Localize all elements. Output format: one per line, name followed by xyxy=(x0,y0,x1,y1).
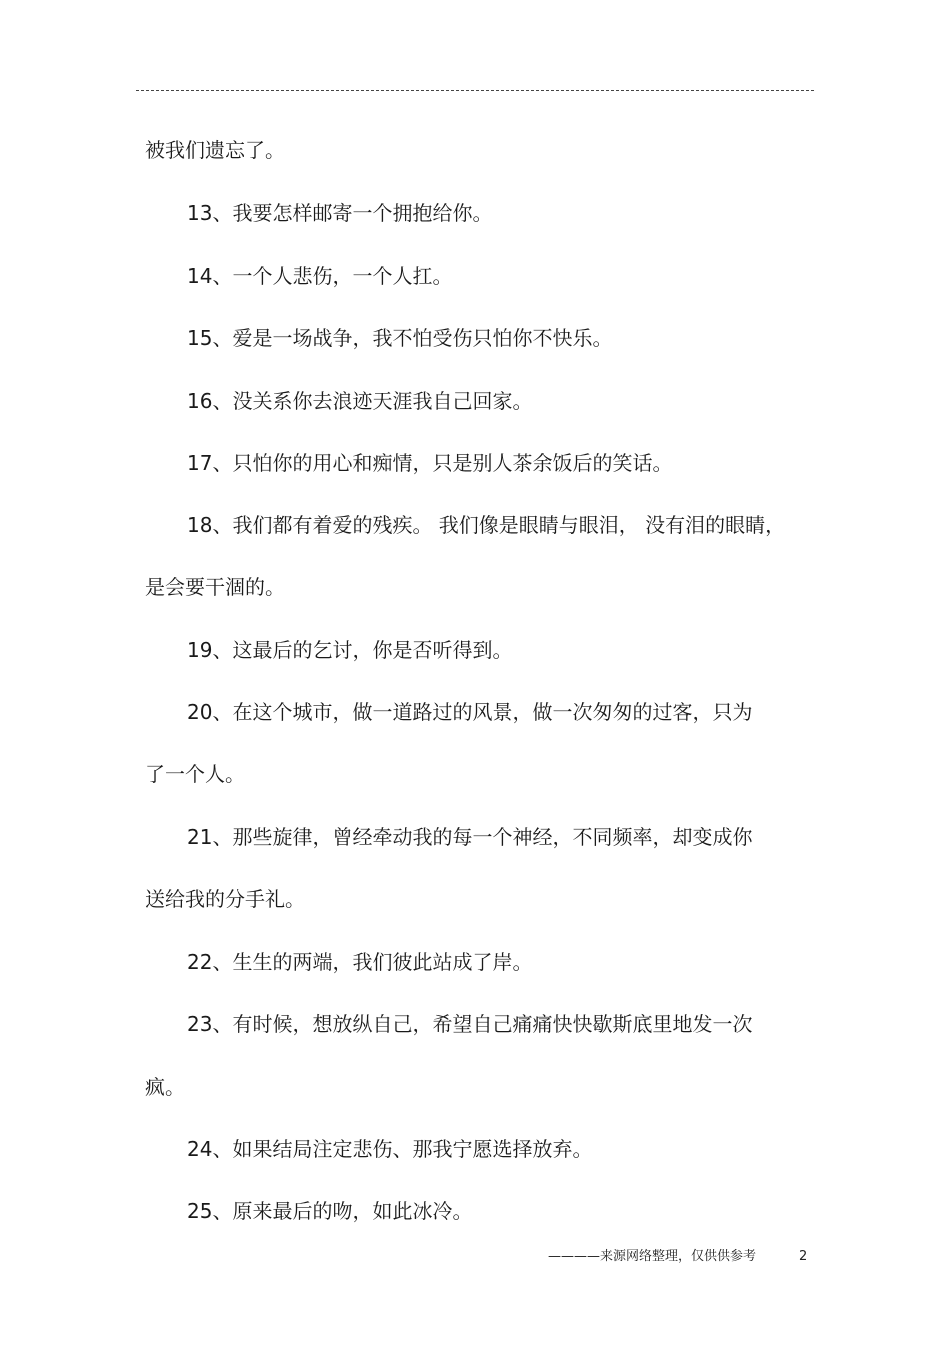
text-line: 14、一个人悲伤，一个人扛。 xyxy=(187,264,453,288)
text-line: 24、如果结局注定悲伤、那我宁愿选择放弃。 xyxy=(187,1137,593,1161)
text-line: 15、爱是一场战争，我不怕受伤只怕你不快乐。 xyxy=(187,326,613,350)
text-line: 是会要干涸的。 xyxy=(145,575,285,599)
text-line: 疯。 xyxy=(145,1075,185,1099)
text-line: 16、没关系你去浪迹天涯我自己回家。 xyxy=(187,389,533,413)
page-number: 2 xyxy=(799,1249,808,1264)
text-line: 送给我的分手礼。 xyxy=(145,887,305,911)
text-line: 13、我要怎样邮寄一个拥抱给你。 xyxy=(187,201,493,225)
text-line: 了一个人。 xyxy=(145,762,245,786)
footer-source-note: ————来源网络整理，仅供供参考 xyxy=(548,1249,757,1264)
text-line: 18、我们都有着爱的残疾。 我们像是眼睛与眼泪， 没有泪的眼睛， xyxy=(187,513,786,537)
text-line: 22、生生的两端，我们彼此站成了岸。 xyxy=(187,950,533,974)
text-line: 21、那些旋律，曾经牵动我的每一个神经，不同频率，却变成你 xyxy=(187,825,753,849)
text-line: 17、只怕你的用心和痴情，只是别人茶余饭后的笑话。 xyxy=(187,451,673,475)
text-line: 23、有时候，想放纵自己，希望自己痛痛快快歇斯底里地发一次 xyxy=(187,1012,753,1036)
header-divider xyxy=(136,90,814,91)
text-line: 被我们遗忘了。 xyxy=(145,138,285,162)
text-line: 20、在这个城市，做一道路过的风景，做一次匆匆的过客，只为 xyxy=(187,700,753,724)
text-line: 19、这最后的乞讨，你是否听得到。 xyxy=(187,638,513,662)
text-line: 25、原来最后的吻，如此冰冷。 xyxy=(187,1199,473,1223)
